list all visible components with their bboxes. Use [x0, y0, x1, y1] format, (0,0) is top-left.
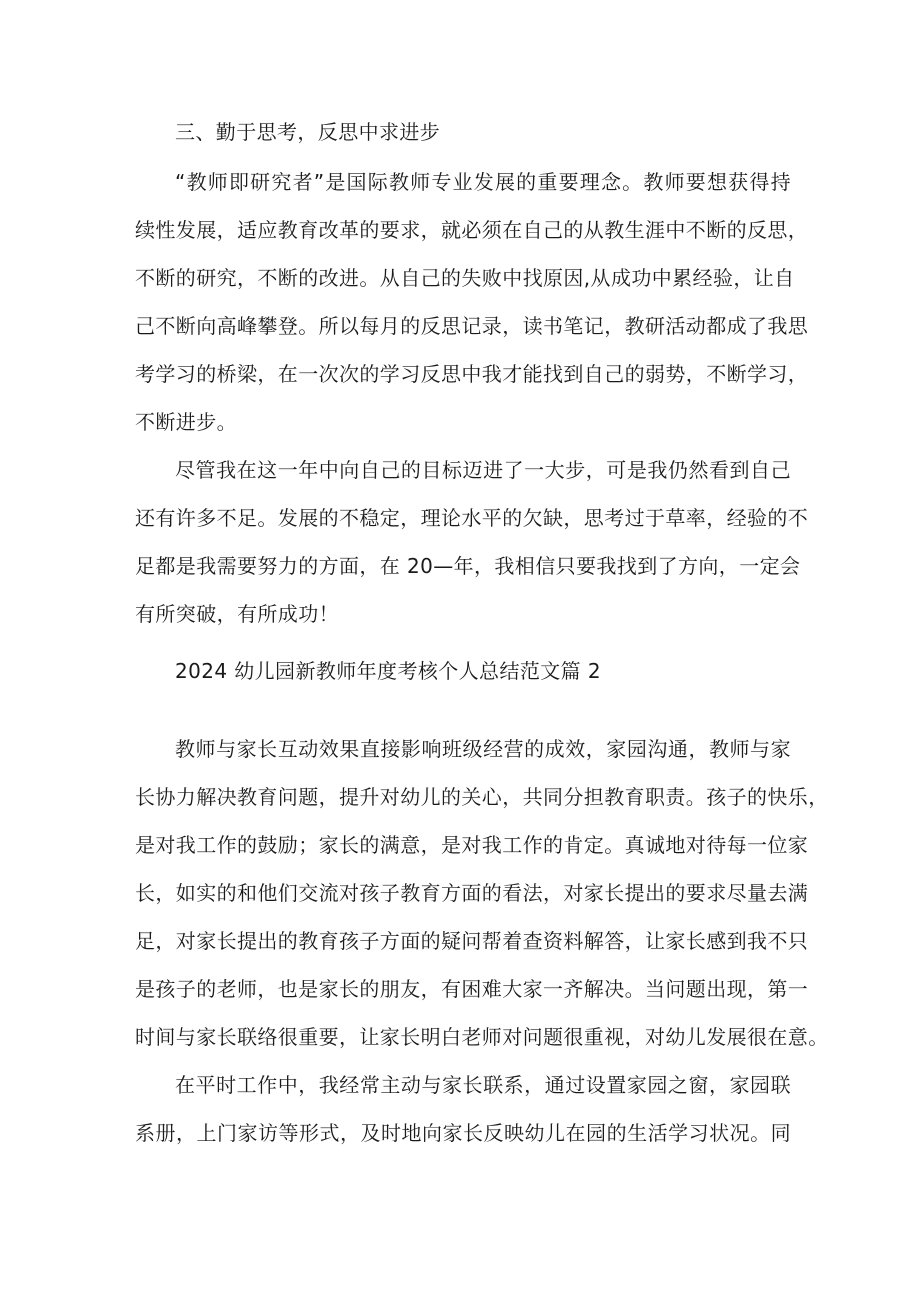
paragraph-line: 考学习的桥梁，在一次次的学习反思中我才能找到自己的弱势，不断学习， [135, 362, 809, 386]
paragraph-line: 长协力解决教育问题，提升对幼儿的关心，共同分担教育职责。孩子的快乐， [135, 785, 829, 809]
paragraph-line: 己不断向高峰攀登。所以每月的反思记录，读书笔记，教研活动都成了我思 [135, 314, 809, 338]
paragraph-line: “教师即研究者”是国际教师专业发展的重要理念。教师要想获得持 [175, 170, 791, 194]
paragraph-line: 是孩子的老师，也是家长的朋友，有困难大家一齐解决。当问题出现，第一 [135, 977, 809, 1001]
paragraph-line: 有所突破，有所成功！ [135, 602, 339, 626]
paragraph-line: 续性发展，适应教育改革的要求，就必须在自己的从教生涯中不断的反思， [135, 218, 809, 242]
paragraph-line: 时间与家长联络很重要，让家长明白老师对问题很重视，对幼儿发展很在意。 [135, 1025, 829, 1049]
paragraph-line: 是对我工作的鼓励；家长的满意，是对我工作的肯定。真诚地对待每一位家 [135, 833, 809, 857]
article-title: 2024 幼儿园新教师年度考核个人总结范文篇 2 [175, 659, 601, 683]
paragraph-line: 尽管我在这一年中向自己的目标迈进了一大步，可是我仍然看到自己 [175, 458, 791, 482]
paragraph-line: 系册，上门家访等形式，及时地向家长反映幼儿在园的生活学习状况。同 [135, 1121, 791, 1145]
paragraph-line: 不断的研究，不断的改进。从自己的失败中找原因,从成功中累经验，让自 [135, 266, 795, 290]
paragraph-line: 长，如实的和他们交流对孩子教育方面的看法，对家长提出的要求尽量去满 [135, 881, 809, 905]
paragraph-line: 教师与家长互动效果直接影响班级经营的成效，家园沟通，教师与家 [175, 737, 791, 761]
section-heading: 三、勤于思考，反思中求进步 [175, 120, 441, 144]
paragraph-line: 足都是我需要努力的方面，在 20—年，我相信只要我找到了方向，一定会 [135, 554, 801, 578]
paragraph-line: 足，对家长提出的教育孩子方面的疑问帮着查资料解答，让家长感到我不只 [135, 929, 809, 953]
paragraph-line: 不断进步。 [135, 410, 237, 434]
paragraph-line: 在平时工作中，我经常主动与家长联系，通过设置家园之窗，家园联 [175, 1073, 791, 1097]
paragraph-line: 还有许多不足。发展的不稳定，理论水平的欠缺，思考过于草率，经验的不 [135, 506, 809, 530]
